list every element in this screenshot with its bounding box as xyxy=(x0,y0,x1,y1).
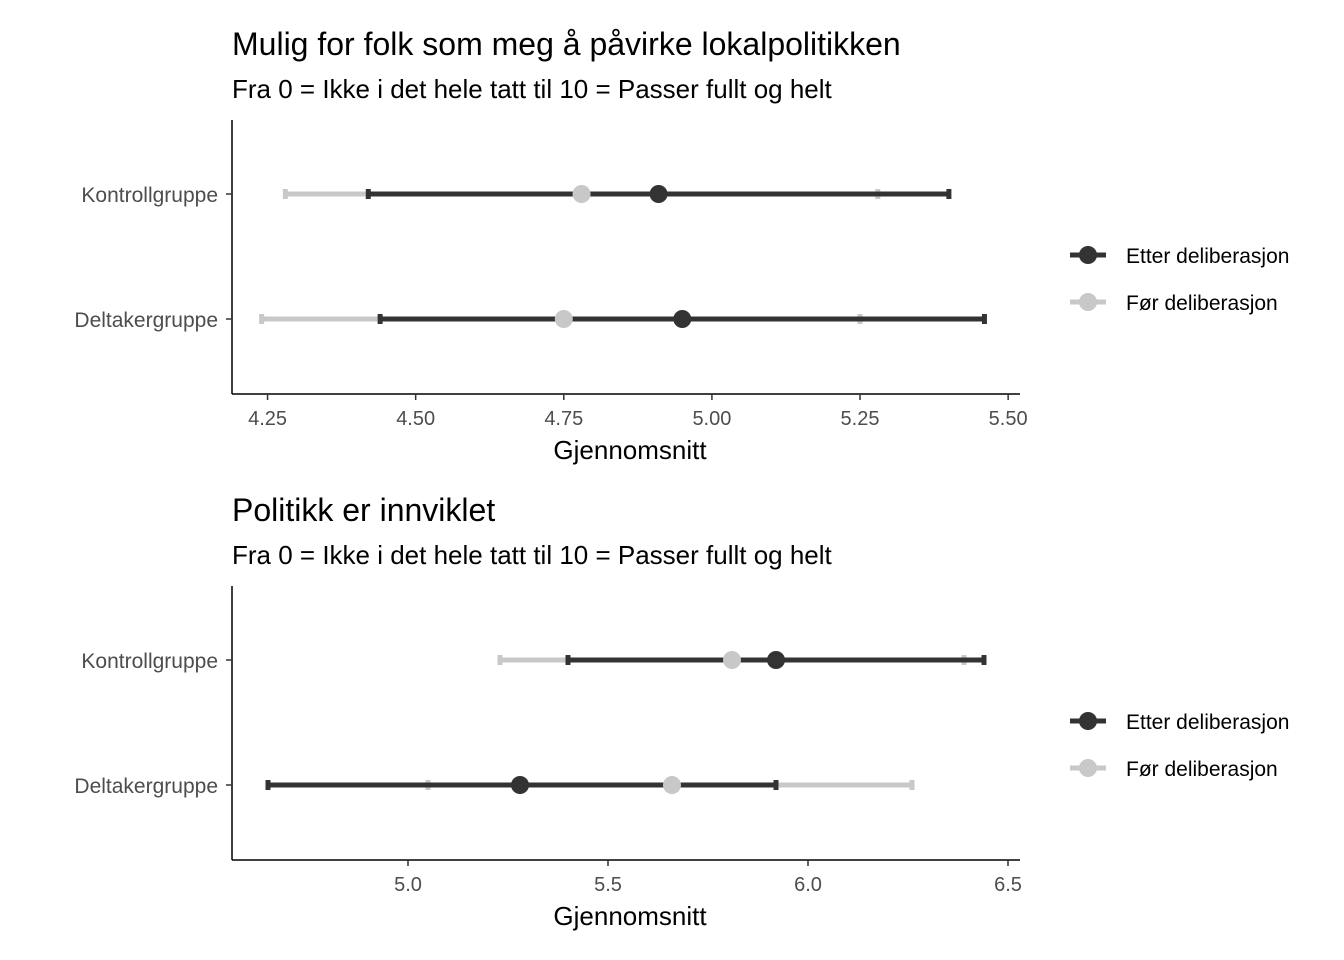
y-category-label: Kontrollgruppe xyxy=(81,650,218,673)
x-tick-label: 6.0 xyxy=(794,874,822,896)
y-category-label: Kontrollgruppe xyxy=(81,184,218,207)
x-tick-label: 4.25 xyxy=(248,408,288,430)
chart-panel-2 xyxy=(0,466,1344,946)
x-tick-label: 4.50 xyxy=(396,408,436,430)
legend-label: Etter deliberasjon xyxy=(1126,245,1290,268)
legend-key-point xyxy=(1079,293,1097,311)
legend-label: Etter deliberasjon xyxy=(1126,711,1290,734)
chart-title: Politikk er innviklet xyxy=(232,492,496,528)
legend-label: Før deliberasjon xyxy=(1126,758,1278,781)
x-tick-label: 5.25 xyxy=(840,408,880,430)
mean-point xyxy=(673,310,691,328)
mean-point xyxy=(663,776,681,794)
x-tick-label: 5.0 xyxy=(394,874,422,896)
chart-title: Mulig for folk som meg å påvirke lokalpolitikken xyxy=(232,26,901,62)
chart-subtitle: Fra 0 = Ikke i det hele tatt til 10 = Passer fullt og helt xyxy=(232,74,832,104)
legend-label: Før deliberasjon xyxy=(1126,292,1278,315)
chart-plot-area xyxy=(0,466,1344,946)
mean-point xyxy=(767,651,785,669)
x-tick-label: 4.75 xyxy=(544,408,584,430)
x-tick-label: 6.5 xyxy=(994,874,1022,896)
mean-point xyxy=(511,776,529,794)
mean-point xyxy=(650,185,668,203)
legend-key-point xyxy=(1079,712,1097,730)
x-tick-label: 5.00 xyxy=(692,408,732,430)
mean-point xyxy=(555,310,573,328)
x-tick-label: 5.50 xyxy=(988,408,1028,430)
legend-key-point xyxy=(1079,246,1097,264)
mean-point xyxy=(573,185,591,203)
x-axis-title: Gjennomsnitt xyxy=(553,435,707,465)
x-axis-title: Gjennomsnitt xyxy=(553,901,707,931)
legend-key-point xyxy=(1079,759,1097,777)
chart-subtitle: Fra 0 = Ikke i det hele tatt til 10 = Passer fullt og helt xyxy=(232,540,832,570)
y-category-label: Deltakergruppe xyxy=(74,309,218,332)
y-category-label: Deltakergruppe xyxy=(74,775,218,798)
mean-point xyxy=(723,651,741,669)
x-tick-label: 5.5 xyxy=(594,874,622,896)
